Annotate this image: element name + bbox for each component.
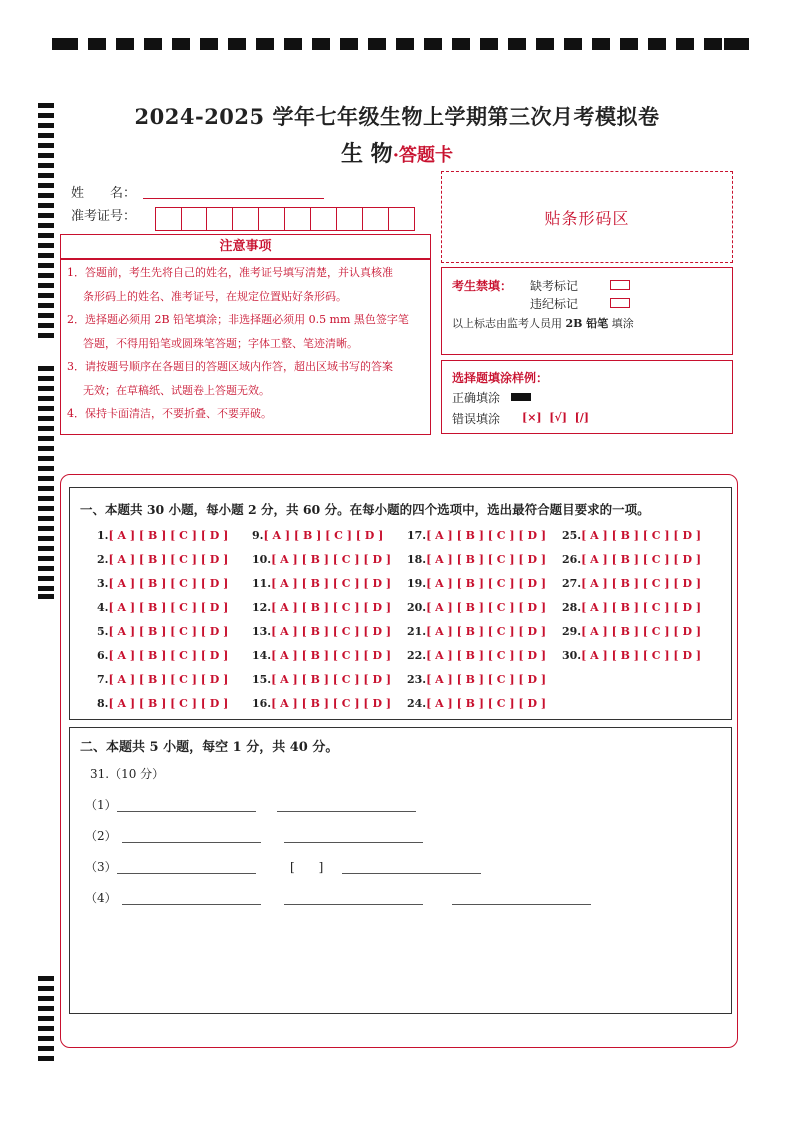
- violation-mark-box[interactable]: [610, 298, 630, 308]
- mc-question-25[interactable]: 25.[ A ] [ B ] [ C ] [ D ]: [562, 529, 702, 542]
- blank-4-1[interactable]: [122, 904, 261, 905]
- mc-question-20[interactable]: 20.[ A ] [ B ] [ C ] [ D ]: [407, 601, 547, 614]
- barcode-label: 贴条形码区: [544, 208, 630, 228]
- section2-box: [69, 727, 732, 1014]
- notice-header: [60, 234, 431, 260]
- blank-1-1[interactable]: [117, 811, 256, 812]
- sample-box: [441, 360, 733, 434]
- notice-item-4: 4．保持卡面清洁，不要折叠、不要弄破。: [67, 407, 272, 420]
- mc-question-30[interactable]: 30.[ A ] [ B ] [ C ] [ D ]: [562, 649, 702, 662]
- mc-question-13[interactable]: 13.[ A ] [ B ] [ C ] [ D ]: [252, 625, 392, 638]
- absent-mark-box[interactable]: [610, 280, 630, 290]
- mc-question-27[interactable]: 27.[ A ] [ B ] [ C ] [ D ]: [562, 577, 702, 590]
- absent-label: 缺考标记: [530, 279, 579, 293]
- q31-label: 31.（10 分）: [90, 767, 165, 781]
- violation-label: 违纪标记: [530, 297, 579, 311]
- forbidden-box: [441, 267, 733, 355]
- mc-question-6[interactable]: 6.[ A ] [ B ] [ C ] [ D ]: [97, 649, 229, 662]
- id-label: 准考证号：: [71, 209, 137, 224]
- mc-question-26[interactable]: 26.[ A ] [ B ] [ C ] [ D ]: [562, 553, 702, 566]
- part-3-label: （3）: [85, 860, 117, 874]
- part-2-label: （2）: [85, 829, 117, 843]
- notice-item-1b: 条形码上的姓名、准考证号，在规定位置贴好条形码。: [83, 289, 347, 303]
- mc-question-24[interactable]: 24.[ A ] [ B ] [ C ] [ D ]: [407, 697, 547, 710]
- blank-3-1[interactable]: [117, 873, 256, 874]
- mc-question-19[interactable]: 19.[ A ] [ B ] [ C ] [ D ]: [407, 577, 547, 590]
- top-timing-marks: [52, 38, 749, 50]
- subject-name: 生 物: [341, 141, 393, 167]
- part-1-label: （1）: [85, 798, 117, 812]
- name-field[interactable]: [143, 198, 324, 199]
- mc-question-7[interactable]: 7.[ A ] [ B ] [ C ] [ D ]: [97, 673, 229, 686]
- forbidden-note: 以上标志由监考人员用 2B 铅笔 填涂: [452, 317, 634, 330]
- mc-question-5[interactable]: 5.[ A ] [ B ] [ C ] [ D ]: [97, 625, 229, 638]
- blank-3-2[interactable]: [342, 873, 481, 874]
- blank-4-2[interactable]: [284, 904, 423, 905]
- mc-question-9[interactable]: 9.[ A ] [ B ] [ C ] [ D ]: [252, 529, 384, 542]
- blank-3-bracket[interactable]: [ ]: [290, 860, 324, 874]
- sheet-type: ·答题卡: [392, 145, 453, 166]
- correct-fill-sample: [511, 393, 531, 401]
- forbidden-label: 考生禁填：: [452, 279, 513, 293]
- mc-question-29[interactable]: 29.[ A ] [ B ] [ C ] [ D ]: [562, 625, 702, 638]
- mc-question-28[interactable]: 28.[ A ] [ B ] [ C ] [ D ]: [562, 601, 702, 614]
- mc-question-4[interactable]: 4.[ A ] [ B ] [ C ] [ D ]: [97, 601, 229, 614]
- blank-1-2[interactable]: [277, 811, 416, 812]
- mc-question-22[interactable]: 22.[ A ] [ B ] [ C ] [ D ]: [407, 649, 547, 662]
- mc-question-14[interactable]: 14.[ A ] [ B ] [ C ] [ D ]: [252, 649, 392, 662]
- mc-question-12[interactable]: 12.[ A ] [ B ] [ C ] [ D ]: [252, 601, 392, 614]
- mc-question-2[interactable]: 2.[ A ] [ B ] [ C ] [ D ]: [97, 553, 229, 566]
- name-label: 姓 名：: [71, 186, 137, 201]
- mc-question-11[interactable]: 11.[ A ] [ B ] [ C ] [ D ]: [252, 577, 392, 590]
- blank-2-2[interactable]: [284, 842, 423, 843]
- notice-item-2: 2．选择题必须用 2B 铅笔填涂；非选择题必须用 0.5 mm 黑色签字笔: [67, 313, 409, 326]
- part-4-label: （4）: [85, 891, 117, 905]
- notice-item-3b: 无效；在草稿纸、试题卷上答题无效。: [83, 383, 270, 397]
- mc-question-3[interactable]: 3.[ A ] [ B ] [ C ] [ D ]: [97, 577, 229, 590]
- mc-question-10[interactable]: 10.[ A ] [ B ] [ C ] [ D ]: [252, 553, 392, 566]
- notice-box: [60, 258, 431, 435]
- blank-2-1[interactable]: [122, 842, 261, 843]
- section2-title: 二、本题共 5 小题，每空 1 分，共 40 分。: [80, 740, 339, 755]
- blank-4-3[interactable]: [452, 904, 591, 905]
- barcode-area: [441, 171, 733, 263]
- wrong-label: 错误填涂: [452, 412, 501, 426]
- mc-question-21[interactable]: 21.[ A ] [ B ] [ C ] [ D ]: [407, 625, 547, 638]
- section1-title: 一、本题共 30 小题，每小题 2 分，共 60 分。在每小题的四个选项中，选出最符合题目要求的一项。: [80, 502, 650, 517]
- mc-question-8[interactable]: 8.[ A ] [ B ] [ C ] [ D ]: [97, 697, 229, 710]
- mc-question-18[interactable]: 18.[ A ] [ B ] [ C ] [ D ]: [407, 553, 547, 566]
- notice-item-1: 1．答题前，考生先将自己的姓名，准考证号填写清楚，并认真核准: [67, 266, 393, 279]
- notice-item-3: 3．请按题号顺序在各题目的答题区域内作答，超出区域书写的答案: [67, 360, 393, 373]
- subject-title: [0, 137, 794, 168]
- mc-question-16[interactable]: 16.[ A ] [ B ] [ C ] [ D ]: [252, 697, 392, 710]
- notice-title: 注意事项: [219, 239, 272, 254]
- wrong-samples: [×] [√] [/]: [522, 411, 590, 424]
- page-title: 2024-2025 学年七年级生物上学期第三次月考模拟卷: [134, 104, 660, 129]
- correct-label: 正确填涂: [452, 391, 501, 405]
- notice-item-2b: 答题，不得用铅笔或圆珠笔答题；字体工整、笔迹清晰。: [83, 336, 358, 350]
- mc-question-17[interactable]: 17.[ A ] [ B ] [ C ] [ D ]: [407, 529, 547, 542]
- mc-question-1[interactable]: 1.[ A ] [ B ] [ C ] [ D ]: [97, 529, 229, 542]
- mc-question-15[interactable]: 15.[ A ] [ B ] [ C ] [ D ]: [252, 673, 392, 686]
- sample-title: 选择题填涂样例：: [452, 371, 549, 385]
- mc-question-23[interactable]: 23.[ A ] [ B ] [ C ] [ D ]: [407, 673, 547, 686]
